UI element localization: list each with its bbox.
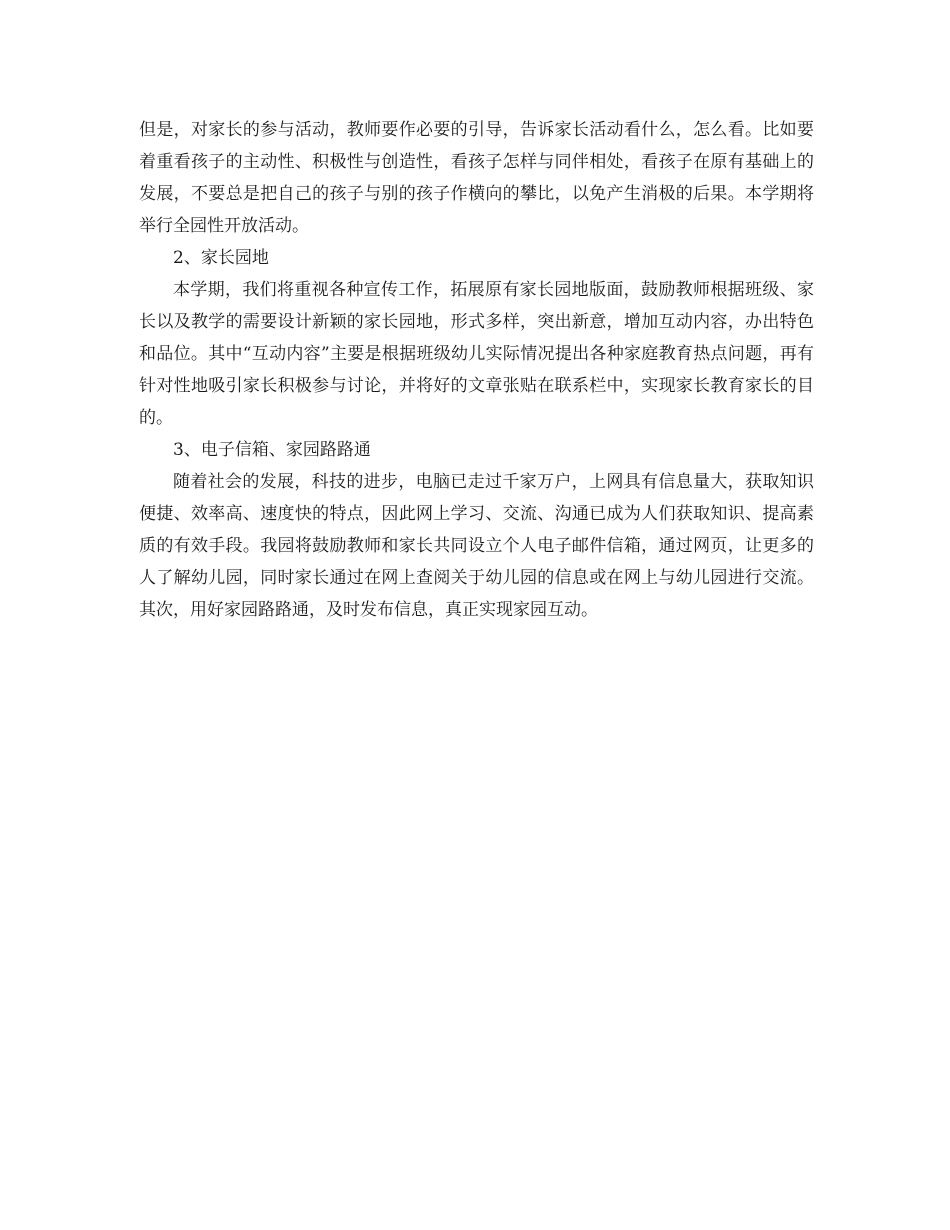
paragraph-parent-participation: 但是，对家长的参与活动，教师要作必要的引导，告诉家长活动看什么，怎么看。比如要着重看孩子的主动性、积极性与创造性，看孩子怎样与同伴相处，看孩子在原有基础上的发展，不要总是把自己的孩子与别的孩子作横向的攀比，以免产生消极的后果。本学期将举行全园性开放活动。 <box>139 120 814 236</box>
document-body <box>139 114 814 626</box>
paragraph-parent-garden: 本学期，我们将重视各种宣传工作，拓展原有家长园地版面，鼓励教师根据班级、家长以及教学的需要设计新颖的家长园地，形式多样，突出新意，增加互动内容，办出特色和品位。其中“互动内容”主要是根据班级幼儿实际情况提出各种家庭教育热点问题，再有针对性地吸引家长积极参与讨论，并将好的文章张贴在联系栏中，实现家长教育家长的目的。 <box>139 280 814 428</box>
paragraph-email-home-school: 随着社会的发展，科技的进步，电脑已走过千家万户，上网具有信息量大，获取知识便捷、效率高、速度快的特点，因此网上学习、交流、沟通已成为人们获取知识、提高素质的有效手段。我园将鼓励教师和家长共同设立个人电子邮件信箱，通过网页，让更多的人了解幼儿园，同时家长通过在网上查阅关于幼儿园的信息或在网上与幼儿园进行交流。其次，用好家园路路通，及时发布信息，真正实现家园互动。 <box>139 472 814 620</box>
section-heading-email-home-school: 3、电子信箱、家园路路通 <box>173 440 371 460</box>
section-heading-parent-garden: 2、家长园地 <box>173 248 269 268</box>
